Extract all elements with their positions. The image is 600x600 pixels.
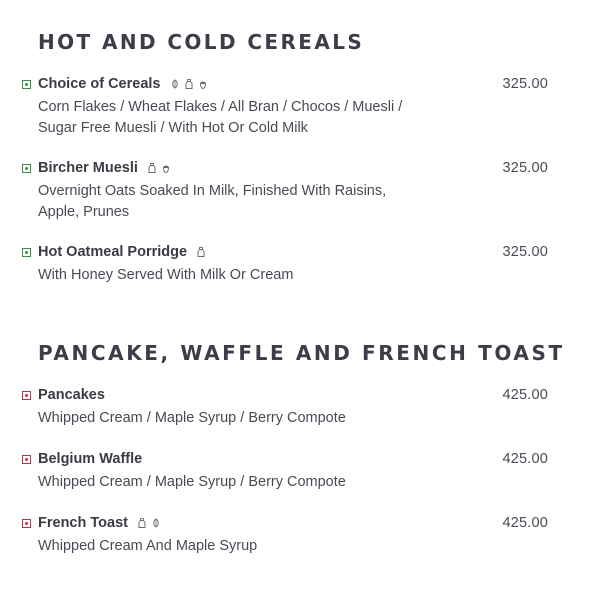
veg-indicator-icon (22, 80, 31, 89)
milk-bottle-icon (197, 247, 205, 257)
allergen-icons (171, 76, 209, 92)
item-name: Hot Oatmeal Porridge (38, 244, 188, 260)
item-name: Belgium Waffle (38, 451, 143, 467)
item-name: Bircher Muesli (38, 160, 138, 176)
item-price: 425.00 (502, 451, 548, 467)
nonveg-indicator-icon (22, 391, 31, 400)
item-name: Choice of Cereals (38, 76, 161, 92)
milk-bottle-icon (185, 79, 193, 89)
milk-bottle-icon (138, 518, 146, 528)
item-price: 425.00 (502, 515, 548, 531)
nonveg-indicator-icon (22, 519, 31, 528)
section-title-cereals: HOT AND COLD CEREALS (38, 30, 365, 54)
nut-icon (162, 163, 170, 173)
nut-icon (199, 79, 207, 89)
menu-item-bircher-muesli (22, 160, 582, 223)
menu-item-hot-oatmeal-porridge (22, 244, 582, 286)
menu-item-belgium-waffle (22, 451, 582, 493)
item-price: 325.00 (502, 244, 548, 260)
item-description: Whipped Cream / Maple Syrup / Berry Compote (38, 474, 346, 490)
item-price: 425.00 (502, 387, 548, 403)
allergen-icons (197, 244, 207, 260)
menu-item-french-toast (22, 515, 582, 557)
item-price: 325.00 (502, 76, 548, 92)
item-name: Pancakes (38, 387, 105, 403)
veg-indicator-icon (22, 248, 31, 257)
allergen-icons (148, 160, 172, 176)
allergen-icons (138, 515, 162, 531)
leaf-icon (152, 518, 160, 528)
milk-bottle-icon (148, 163, 156, 173)
section-title-pancake-waffle: PANCAKE, WAFFLE AND FRENCH TOAST (38, 341, 565, 365)
item-description: Corn Flakes / Wheat Flakes / All Bran / Chocos / Muesli / Sugar Free Muesli / With Hot Or Cold Milk (38, 99, 403, 136)
item-description: With Honey Served With Milk Or Cream (38, 267, 294, 283)
veg-indicator-icon (22, 164, 31, 173)
item-price: 325.00 (502, 160, 548, 176)
item-description: Whipped Cream And Maple Syrup (38, 538, 258, 554)
item-name: French Toast (38, 515, 128, 531)
leaf-icon (171, 79, 179, 89)
menu-item-pancakes (22, 387, 582, 429)
menu-item-choice-of-cereals (22, 76, 582, 139)
item-description: Overnight Oats Soaked In Milk, Finished With Raisins, Apple, Prunes (38, 183, 387, 220)
nonveg-indicator-icon (22, 455, 31, 464)
item-description: Whipped Cream / Maple Syrup / Berry Compote (38, 410, 346, 426)
